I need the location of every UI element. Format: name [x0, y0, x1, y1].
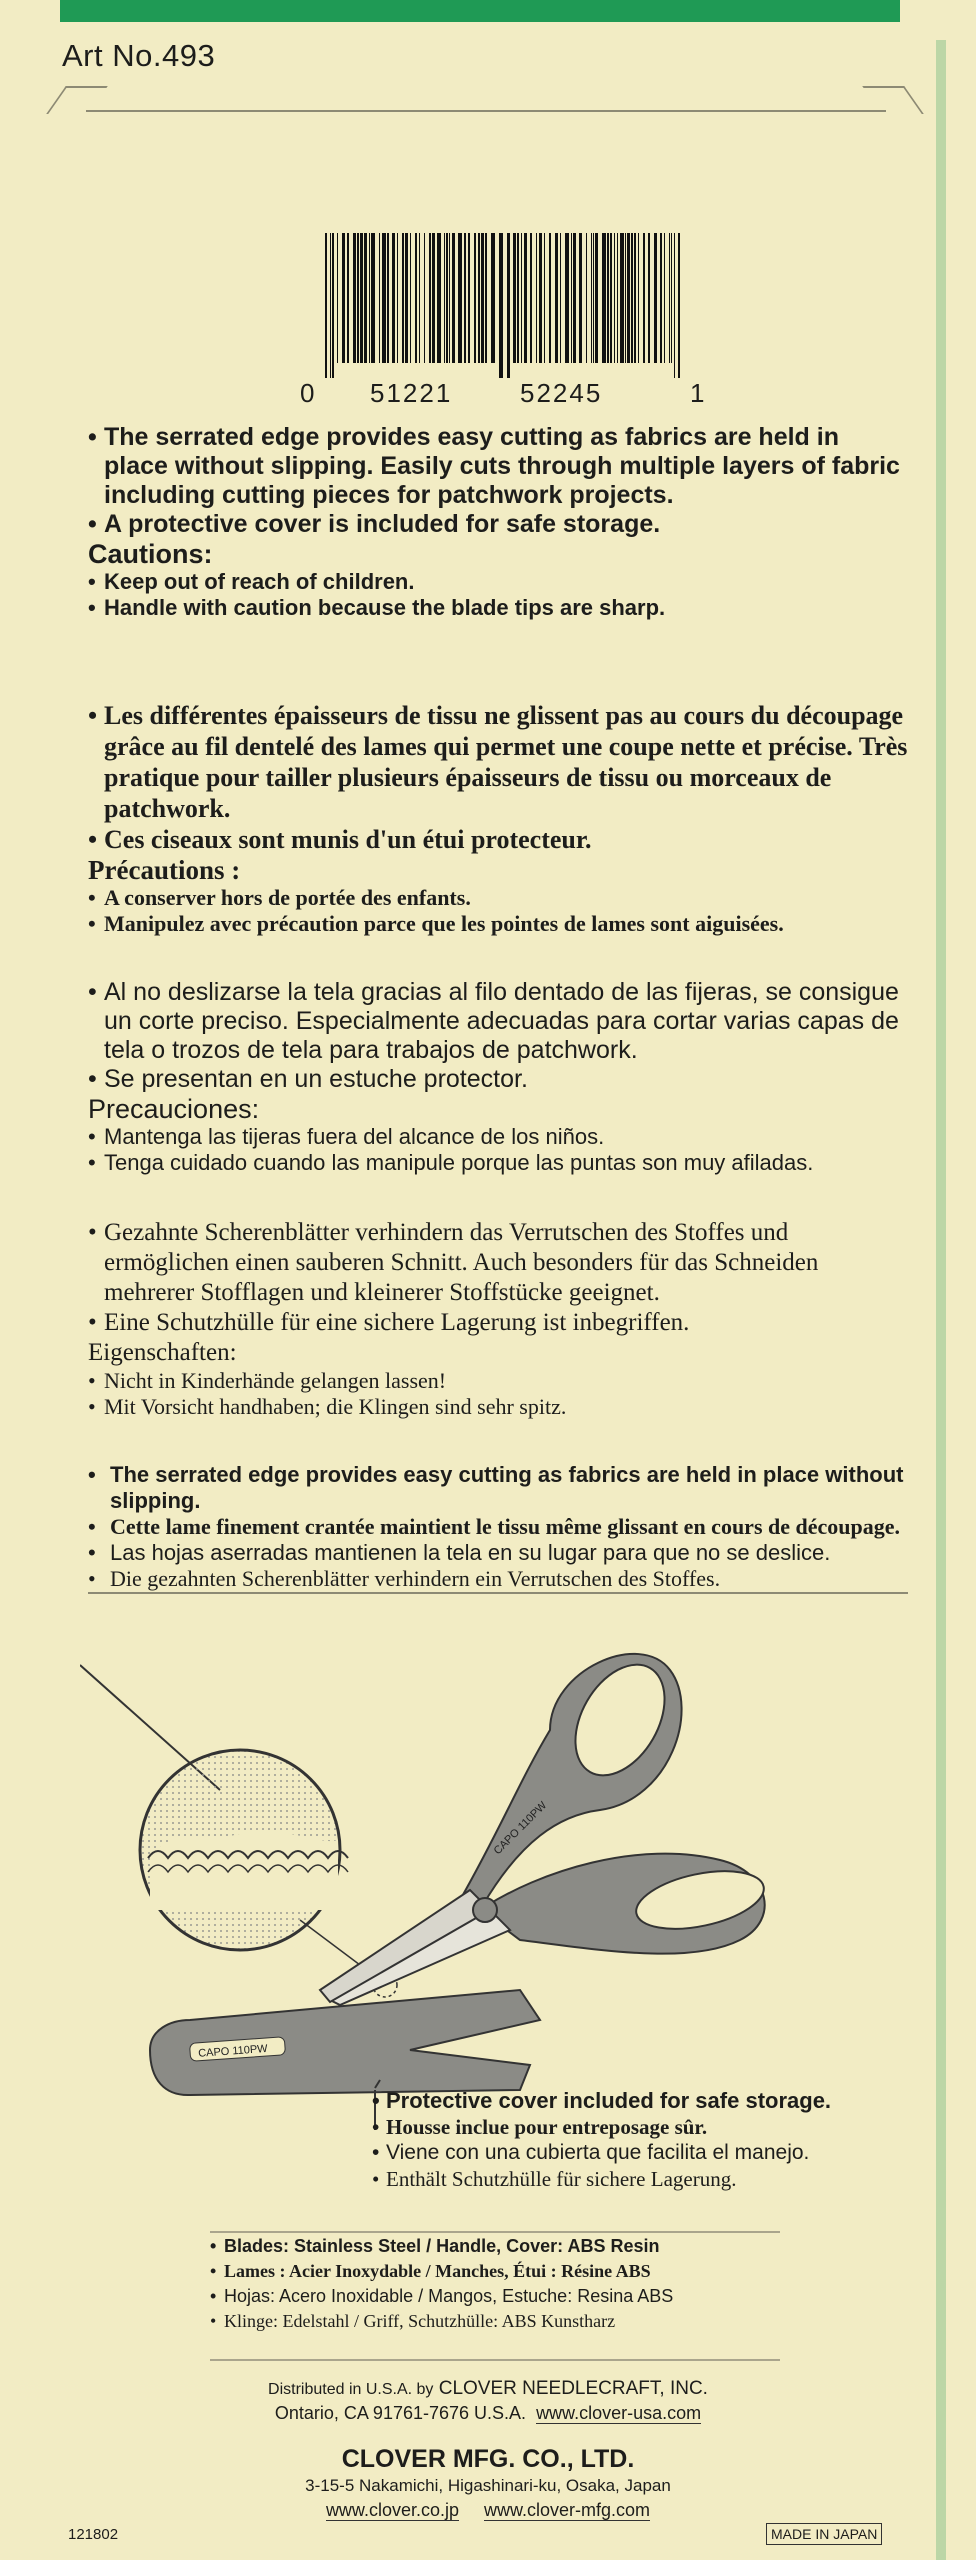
- barcode-bar: [539, 233, 542, 363]
- barcode-bar: [595, 233, 598, 363]
- french-section: [88, 700, 908, 937]
- barcode-bar: [507, 233, 510, 378]
- french-caution-1: • A conserver hors de portée des enfants.: [88, 885, 908, 911]
- magnified-edge-inset: [140, 1750, 348, 1950]
- barcode-bar: [325, 233, 327, 378]
- barcode-bar: [671, 233, 672, 363]
- scissors-illustration: [80, 1610, 800, 2130]
- barcode-bar: [369, 233, 370, 363]
- german-bullet-1: • Gezahnte Scherenblätter verhindern das Verrutschen des Stoffes und ermöglichen einen sauberen Schnitt. Auch besonders für das Schneiden mehrerer Stofflagen und kleinerer Stoffstücke geeignet.: [88, 1218, 908, 1308]
- barcode-bar: [634, 233, 636, 363]
- green-top-band: [60, 0, 900, 22]
- german-cautions-title: Eigenschaften:: [88, 1339, 237, 1366]
- barcode-digit-check: 1: [690, 378, 707, 408]
- barcode-bar: [625, 233, 626, 363]
- storage-legend-de: • Enthält Schutzhülle für sichere Lagerung.: [372, 2166, 912, 2192]
- barcode-bar: [432, 233, 435, 363]
- barcode-bar: [586, 233, 587, 363]
- barcode-bar: [330, 233, 331, 378]
- materials-box: [210, 2231, 780, 2361]
- barcode-bar: [544, 233, 545, 363]
- article-number: Art No.493: [62, 38, 216, 73]
- distributor-line: [0, 2378, 976, 2400]
- barcode-bar: [536, 233, 537, 363]
- edge-legend-en: • The serrated edge provides easy cutting as fabrics are held in place without slipping.: [88, 1462, 908, 1514]
- distributed-prefix: Distributed in U.S.A. by: [268, 2381, 434, 2398]
- barcode-bar: [387, 233, 389, 363]
- distributor-address-line: [0, 2403, 976, 2424]
- product-code: 121802: [68, 2526, 119, 2543]
- barcode-bar: [474, 233, 476, 363]
- barcode-bar: [669, 233, 670, 363]
- barcode-digits-right: 52245: [520, 378, 603, 408]
- barcode-bar: [415, 233, 417, 363]
- barcode-bar: [513, 233, 516, 363]
- barcode-bar: [499, 233, 503, 378]
- barcode-bar: [353, 233, 356, 363]
- barcode-bar: [410, 233, 411, 363]
- english-bullet-2: • A protective cover is included for safe storage.: [88, 510, 908, 539]
- barcode-bar: [452, 233, 455, 363]
- manufacturer-url-global[interactable]: www.clover-mfg.com: [484, 2500, 651, 2520]
- english-cautions-title: Cautions:: [88, 539, 213, 569]
- barcode-bar: [654, 233, 657, 363]
- spanish-bullet-1: • Al no deslizarse la tela gracias al filo dentado de las fijeras, se consigue un corte preciso. Especialmente adecuadas para cortar varias capas de tela o trozos de tela para trabajos de patchwork.: [88, 978, 908, 1065]
- barcode-bar: [565, 233, 569, 363]
- barcode-bar: [419, 233, 420, 363]
- spanish-bullet-2: • Se presentan en un estuche protector.: [88, 1065, 908, 1094]
- barcode-bar: [530, 233, 532, 363]
- french-cautions-title: Précautions :: [88, 855, 241, 885]
- barcode-bar: [458, 233, 462, 363]
- barcode-bar: [579, 233, 582, 363]
- barcode-digits-left: 51221: [370, 378, 453, 408]
- barcode-bar: [464, 233, 466, 363]
- barcode-bar: [607, 233, 609, 363]
- barcode-bar: [360, 233, 363, 363]
- edge-legend-fr: • Cette lame finement crantée maintient le tissu même glissant en cours de découpage.: [88, 1514, 908, 1540]
- barcode-bar: [524, 233, 527, 363]
- barcode-bar: [549, 233, 551, 363]
- barcode-bar: [481, 233, 484, 363]
- barcode-bar: [337, 233, 338, 363]
- barcode-bar: [342, 233, 345, 363]
- barcode-bar: [555, 233, 558, 363]
- barcode-bar: [449, 233, 450, 363]
- german-bullet-2: • Eine Schutzhülle für eine sichere Lagerung ist inbegriffen.: [88, 1308, 908, 1338]
- german-caution-2: • Mit Vorsicht handhaben; die Klingen sind sehr spitz.: [88, 1394, 908, 1420]
- english-caution-2: • Handle with caution because the blade tips are sharp.: [88, 595, 908, 621]
- barcode-bar: [382, 233, 386, 363]
- barcode-bar: [660, 233, 662, 363]
- barcode-bar: [424, 233, 425, 363]
- barcode-bar: [638, 233, 639, 363]
- storage-legend-es: • Viene con una cubierta que facilita el manejo.: [372, 2140, 912, 2166]
- barcode-bar: [429, 233, 431, 363]
- barcode-bar: [573, 233, 576, 363]
- german-caution-1: • Nicht in Kinderhände gelangen lassen!: [88, 1368, 908, 1394]
- protective-cover: [150, 1990, 540, 2095]
- barcode-bar: [593, 233, 594, 363]
- barcode-bar: [521, 233, 522, 363]
- storage-legend-fr: • Housse inclue pour entreposage sûr.: [372, 2114, 912, 2140]
- barcode-bar: [357, 233, 359, 363]
- materials-fr: • Lames : Acier Inoxydable / Manches, Étui : Résine ABS: [210, 2260, 780, 2283]
- barcode-bar: [620, 233, 624, 363]
- barcode-bar: [631, 233, 633, 363]
- distributor-name: CLOVER NEEDLECRAFT, INC.: [438, 2378, 708, 2399]
- barcode-bar: [347, 233, 349, 363]
- edge-legend-de: • Die gezahnten Scherenblätter verhindern ein Verrutschen des Stoffes.: [88, 1566, 908, 1594]
- barcode-bar: [678, 233, 680, 378]
- spanish-section: [88, 978, 908, 1176]
- barcode-bar: [614, 233, 615, 363]
- german-section: [88, 1218, 908, 1420]
- spanish-caution-2: • Tenga cuidado cuando las manipule porque las puntas son muy afiladas.: [88, 1150, 908, 1176]
- english-section: [88, 423, 908, 621]
- materials-en: • Blades: Stainless Steel / Handle, Cover: ABS Resin: [210, 2235, 780, 2258]
- barcode-digit-lead: 0: [300, 378, 317, 408]
- spanish-caution-1: • Mantenga las tijeras fuera del alcance de los niños.: [88, 1124, 908, 1150]
- barcode-bar: [648, 233, 650, 363]
- barcode-bar: [402, 233, 404, 363]
- barcode-bar: [446, 233, 448, 363]
- manufacturer-address: 3-15-5 Nakamichi, Higashinari-ku, Osaka, Japan: [305, 2476, 671, 2495]
- materials-es: • Hojas: Acero Inoxidable / Mangos, Estuche: Resina ABS: [210, 2285, 780, 2308]
- barcode-bar: [602, 233, 606, 363]
- manufacturer-urls: [0, 2500, 976, 2521]
- barcode-bar: [560, 233, 561, 363]
- storage-legend: [372, 2088, 912, 2192]
- barcode-bar: [643, 233, 645, 363]
- barcode-bar: [591, 233, 592, 363]
- barcode-bar: [364, 233, 367, 363]
- spanish-cautions-title: Precauciones:: [88, 1094, 260, 1124]
- english-caution-1: • Keep out of reach of children.: [88, 569, 908, 595]
- distributor-address: Ontario, CA 91761-7676 U.S.A.: [274, 2403, 527, 2423]
- french-caution-2: • Manipulez avec précaution parce que les pointes de lames sont aiguisées.: [88, 911, 908, 937]
- blade-stamp-text: CAPO 110PW: [491, 1799, 550, 1858]
- edge-legend-es: • Las hojas aserradas mantienen la tela en su lugar para que no se deslice.: [88, 1540, 908, 1566]
- scissor-handle-lower: [480, 1854, 769, 1954]
- materials-de: • Klinge: Edelstahl / Griff, Schutzhülle: ABS Kunstharz: [210, 2310, 780, 2333]
- barcode-bar: [627, 233, 630, 363]
- french-bullet-1: • Les différentes épaisseurs de tissu ne glissent pas au cours du découpage grâce au fil dentelé des lames qui permet une coupe nette et précise. Très pratique pour tailler plusieurs épaisseurs de tissu ou morceaux de patchwork.: [88, 700, 908, 824]
- barcode-bar: [468, 233, 470, 363]
- storage-legend-en: • Protective cover included for safe storage.: [372, 2088, 912, 2114]
- barcode-bar: [610, 233, 612, 363]
- made-in-japan-label: MADE IN JAPAN: [766, 2523, 882, 2545]
- green-side-edge: [936, 40, 946, 2560]
- french-bullet-2: • Ces ciseaux sont munis d'un étui protecteur.: [88, 824, 908, 855]
- barcode-bar: [571, 233, 572, 363]
- barcode-bar: [392, 233, 395, 363]
- barcode-bar: [379, 233, 380, 363]
- manufacturer-name: CLOVER MFG. CO., LTD.: [341, 2445, 635, 2473]
- english-bullet-1: • The serrated edge provides easy cutting as fabrics are held in place without slipping. Easily cuts through multiple layers of fabric including cutting pieces for patchwork projects.: [88, 423, 908, 510]
- barcode-bar: [478, 233, 480, 363]
- barcode-bar: [397, 233, 398, 363]
- distributor-url[interactable]: www.clover-usa.com: [536, 2403, 702, 2423]
- barcode-bar: [491, 233, 495, 363]
- barcode-bar: [437, 233, 441, 363]
- barcode-bar: [485, 233, 487, 363]
- barcode-bar: [371, 233, 375, 363]
- cover-stamp-text: CAPO 110PW: [197, 2042, 268, 2060]
- barcode-bar: [617, 233, 618, 363]
- barcode: [325, 233, 685, 378]
- barcode-bar: [332, 233, 334, 378]
- barcode-bar: [517, 233, 519, 363]
- manufacturer-url-jp[interactable]: www.clover.co.jp: [325, 2500, 459, 2520]
- barcode-bar: [444, 233, 445, 363]
- barcode-bar: [664, 233, 665, 363]
- barcode-bar: [405, 233, 408, 363]
- edge-legend: [88, 1462, 908, 1594]
- barcode-bar: [674, 233, 675, 378]
